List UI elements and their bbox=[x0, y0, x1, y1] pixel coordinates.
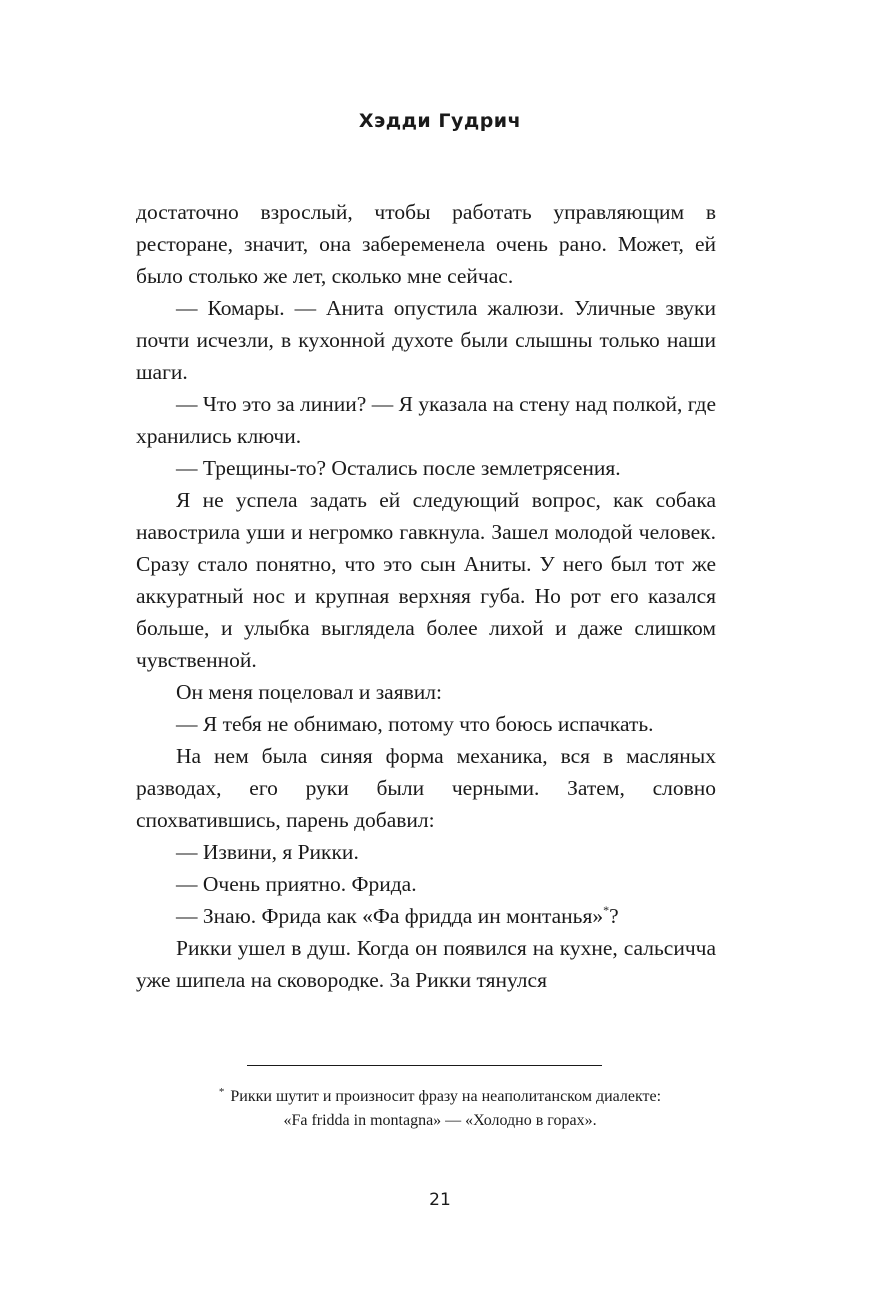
paragraph: Рикки ушел в душ. Когда он появился на кухне, сальсичча уже шипела на сковородке. За Рикки тянулся bbox=[136, 936, 716, 992]
footnote-line: «Fa fridda in montagna» — «Холодно в горах». bbox=[283, 1112, 597, 1129]
footnote-mark: * bbox=[218, 1086, 225, 1098]
footnote-text: Рикки шутит и произносит фразу на неаполитанском диалекте: bbox=[230, 1088, 662, 1105]
paragraph: — Очень приятно. Фрида. bbox=[176, 872, 417, 896]
footnote-reference-mark[interactable]: * bbox=[603, 903, 610, 917]
body-text bbox=[136, 196, 716, 996]
paragraph: Он меня поцеловал и заявил: bbox=[176, 680, 442, 704]
running-header: Хэдди Гудрич bbox=[358, 110, 522, 132]
paragraph: — Комары. — Анита опустила жалюзи. Уличные звуки почти исчезли, в кухонной духоте были слышны только наши шаги. bbox=[136, 296, 716, 384]
paragraph: — Я тебя не обнимаю, потому что боюсь испачкать. bbox=[176, 712, 654, 736]
page-number: 21 bbox=[429, 1190, 451, 1210]
footnote-separator bbox=[247, 1065, 602, 1066]
paragraph: — Извини, я Рикки. bbox=[176, 840, 359, 864]
paragraph: — Трещины-то? Остались после землетрясения. bbox=[176, 456, 621, 480]
paragraph: — Что это за линии? — Я указала на стену над полкой, где хранились ключи. bbox=[136, 392, 716, 448]
footnote-line bbox=[0, 1085, 880, 1109]
paragraph-text: — Знаю. Фрида как «Фа фридда ин монтанья» bbox=[176, 904, 604, 928]
paragraph-with-footnote bbox=[136, 900, 716, 932]
paragraph: Я не успела задать ей следующий вопрос, как собака навострила уши и негромко гавкнула. Зашел молодой человек. Сразу стало понятно, что это сын Аниты. У него был тот же аккуратный нос и крупная верхняя губа. Но рот его казался больше, и улыбка выглядела более лихой и даже слишком чувственной. bbox=[136, 488, 716, 672]
paragraph: достаточно взрослый, чтобы работать управляющим в ресторане, значит, она забеременела очень рано. Может, ей было столько же лет, сколько мне сейчас. bbox=[136, 200, 716, 288]
paragraph: На нем была синяя форма механика, вся в масляных разводах, его руки были черными. Затем, словно спохватившись, парень добавил: bbox=[136, 744, 716, 832]
paragraph-text-end: ? bbox=[609, 904, 619, 928]
footnote bbox=[0, 1085, 880, 1133]
